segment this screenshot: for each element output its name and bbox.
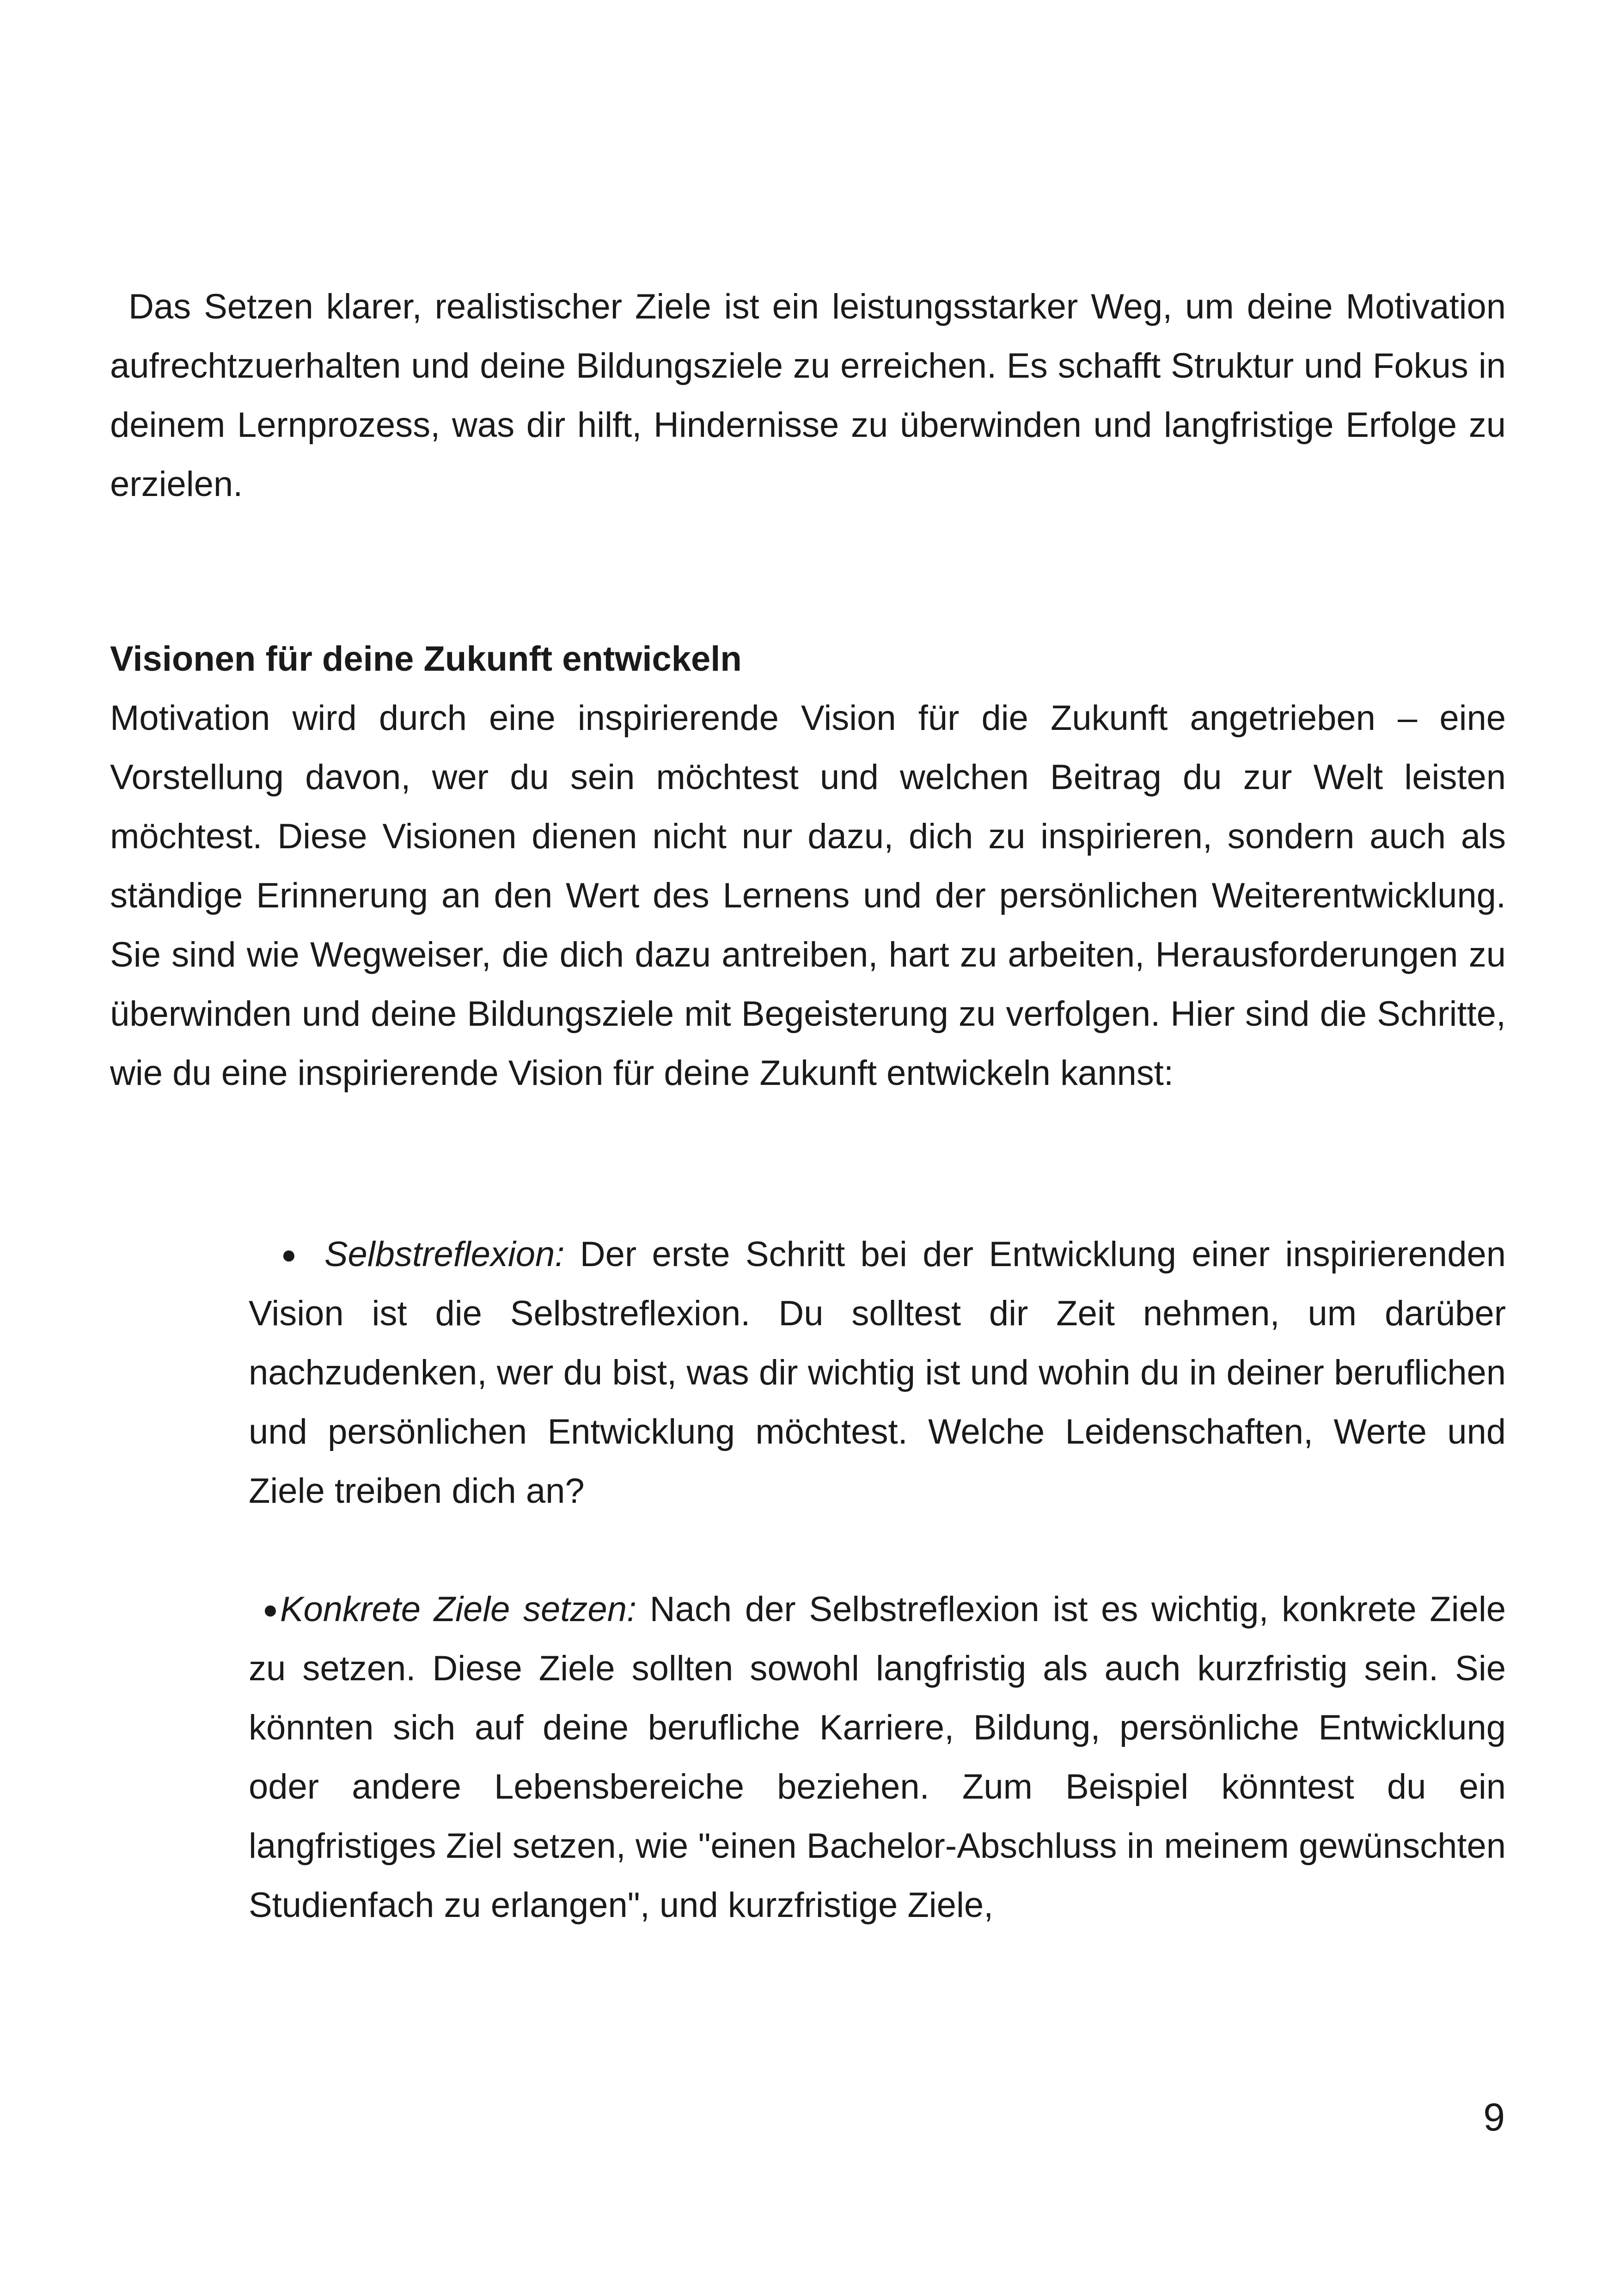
section-heading: Visionen für deine Zukunft entwickeln — [110, 639, 742, 679]
bullet-icon: ● — [263, 1595, 278, 1624]
list-item-text: Der erste Schritt bei der Entwicklung einer inspirierenden Vision ist die Selbstreflexion. Du solltest dir Zeit nehmen, um darüber nachzudenken, wer du bist, was dir wichtig ist und wohin du in deiner beruflichen und persönlichen Entwicklung möchtest. Welche Leidenschaften, Werte und Ziele treiben dich an? — [249, 1235, 1506, 1511]
list-item-term: Selbstreflexion: — [324, 1235, 565, 1274]
bullet-icon: ● — [281, 1240, 297, 1269]
list-item-konkrete-ziele — [249, 1580, 1506, 1935]
page-number: 9 — [1483, 2095, 1505, 2139]
intro-paragraph: Das Setzen klarer, realistischer Ziele ist ein leistungsstarker Weg, um deine Motivation aufrechtzuerhalten und deine Bildungsziele zu erreichen. Es schafft Struktur und Fokus in deinem Lernprozess, was dir hilft, Hindernisse zu überwinden und langfristige Erfolge zu erzielen. — [110, 287, 1506, 504]
list-item-text: Nach der Selbstreflexion ist es wichtig, konkrete Ziele zu setzen. Diese Ziele sollten sowohl langfristig als auch kurzfristig sein. Sie könnten sich auf deine berufliche Karriere, Bildung, persönliche Entwicklung oder andere Lebensbereiche beziehen. Zum Beispiel könntest du ein langfristiges Ziel setzen, wie "einen Bachelor-Abschluss in meinem gewünschten Studienfach zu erlangen", und kurzfristige Ziele, — [249, 1590, 1506, 1925]
list-item-term: Konkrete Ziele setzen: — [280, 1590, 637, 1629]
section-body-paragraph: Motivation wird durch eine inspirierende Vision für die Zukunft angetrieben – eine Vorstellung davon, wer du sein möchtest und welchen Beitrag du zur Welt leisten möchtest. Diese Visionen dienen nicht nur dazu, dich zu inspirieren, sondern auch als ständige Erinnerung an den Wert des Lernens und der persönlichen Weiterentwicklung. Sie sind wie Wegweiser, die dich dazu antreiben, hart zu arbeiten, Herausforderungen zu überwinden und deine Bildungsziele mit Begeisterung zu verfolgen. Hier sind die Schritte, wie du eine inspirierende Vision für deine Zukunft entwickeln kannst: — [110, 698, 1506, 1093]
list-item-selbstreflexion — [249, 1225, 1506, 1521]
